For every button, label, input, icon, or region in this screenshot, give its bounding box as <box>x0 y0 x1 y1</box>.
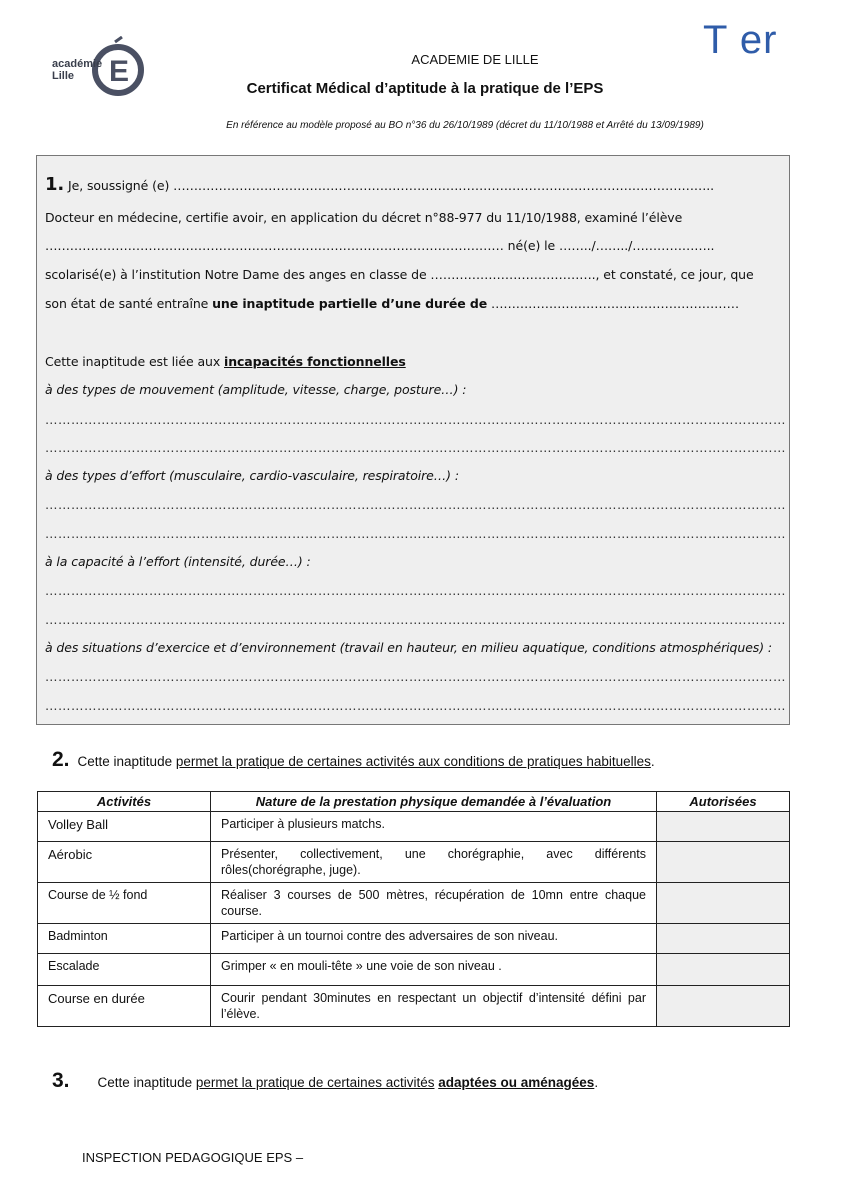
nature-cell: Participer à plusieurs matchs. <box>211 812 657 842</box>
academie-lille-logo <box>52 36 144 102</box>
header-autorisees: Autorisées <box>657 792 790 812</box>
effort-label: à des types d’effort (musculaire, cardio-vasculaire, respiratoire…) : <box>45 468 459 483</box>
nature-cell: Courir pendant 30minutes en respectant un objectif d’intensité défini par l’élève. <box>211 986 657 1027</box>
duree-dots: …………………………………………………… <box>487 296 739 311</box>
eleve-line[interactable]: ………………………………………………………………………………………………… né(e) le ……../……../……………….. <box>45 238 715 253</box>
page-title: Certificat Médical d’aptitude à la pratique de l’EPS <box>246 80 604 97</box>
table-row <box>38 842 790 883</box>
authorized-cell[interactable] <box>657 924 790 954</box>
activities-table <box>37 791 790 1027</box>
nature-cell: Présenter, collectivement, une chorégraphie, avec différents rôles(chorégraphe, juge). <box>211 842 657 883</box>
incapacites-bold: incapacités fonctionnelles <box>224 354 406 369</box>
header-activites: Activités <box>38 792 211 812</box>
situations-dotline-1[interactable]: ……………………………………………………………………………………………………………………………………………………… <box>45 669 786 684</box>
capacite-dotline-1[interactable]: ……………………………………………………………………………………………………………………………………………………… <box>45 583 786 598</box>
table-header-row <box>38 792 790 812</box>
authorized-cell[interactable] <box>657 812 790 842</box>
table-row <box>38 883 790 924</box>
table-row <box>38 924 790 954</box>
section2-underlined: permet la pratique de certaines activités aux conditions de pratiques habituelles <box>175 754 651 769</box>
authorized-cell[interactable] <box>657 954 790 986</box>
section3-number: 3. <box>52 1069 70 1092</box>
table-row <box>38 812 790 842</box>
footer-text: INSPECTION PEDAGOGIQUE EPS – <box>82 1150 304 1165</box>
activity-cell: Volley Ball <box>38 812 211 842</box>
activity-cell: Aérobic <box>38 842 211 883</box>
effort-dotline-2[interactable]: ……………………………………………………………………………………………………………………………………………………… <box>45 526 786 541</box>
section2-heading <box>52 748 655 772</box>
section3-prefix: Cette inaptitude <box>97 1075 196 1090</box>
classe-line[interactable]: scolarisé(e) à l’institution Notre Dame des anges en classe de …………………………………., et constaté, ce jour, que <box>45 267 754 282</box>
activity-cell: Escalade <box>38 954 211 986</box>
section3-post: . <box>594 1075 599 1090</box>
situations-label: à des situations d’exercice et d’environnement (travail en hauteur, en milieu aquatique, conditions atmosphériques) : <box>45 640 772 655</box>
duree-line[interactable] <box>45 296 739 311</box>
situations-dotline-2[interactable]: ……………………………………………………………………………………………………………………………………………………… <box>45 698 786 713</box>
section3-bold: adaptées ou aménagées <box>438 1075 595 1090</box>
table-row <box>38 954 790 986</box>
class-tag: T er <box>703 18 778 62</box>
logo-text: académie Lille <box>52 58 103 82</box>
reference-note: En référence au modèle proposé au BO n°36 du 26/10/1989 (décret du 11/10/1988 et Arrêté du 13/09/1989) <box>226 120 704 131</box>
section3-heading <box>52 1069 598 1093</box>
header-nature: Nature de la prestation physique demandée à l’évaluation <box>211 792 657 812</box>
soussigne-text: Je, soussigné (e) ………………………………………………………………………………………………………………….. <box>68 178 715 193</box>
authorized-cell[interactable] <box>657 986 790 1027</box>
svg-text:E: E <box>109 55 130 88</box>
section1-number: 1. <box>45 174 65 195</box>
effort-dotline-1[interactable]: ……………………………………………………………………………………………………………………………………………………… <box>45 497 786 512</box>
section2-prefix: Cette inaptitude <box>77 754 176 769</box>
table-row <box>38 986 790 1027</box>
capacite-dotline-2[interactable]: ……………………………………………………………………………………………………………………………………………………… <box>45 612 786 627</box>
section2-post: . <box>650 754 655 769</box>
section2-number: 2. <box>52 748 70 771</box>
section3-underlined: permet la pratique de certaines activités <box>195 1075 435 1090</box>
activity-cell: Badminton <box>38 924 211 954</box>
nature-cell: Participer à un tournoi contre des adversaires de son niveau. <box>211 924 657 954</box>
incapacites-prefix: Cette inaptitude est liée aux <box>45 354 225 369</box>
duree-prefix: son état de santé entraîne <box>45 296 213 311</box>
mouvement-dotline-1[interactable]: ……………………………………………………………………………………………………………………………………………………… <box>45 412 786 427</box>
nature-cell: Réaliser 3 courses de 500 mètres, récupération de 10mn entre chaque course. <box>211 883 657 924</box>
activity-cell: Course en durée <box>38 986 211 1027</box>
authorized-cell[interactable] <box>657 883 790 924</box>
docteur-line: Docteur en médecine, certifie avoir, en application du décret n°88-977 du 11/10/1988, examiné l’élève <box>45 210 683 225</box>
duree-bold: une inaptitude partielle d’une durée de <box>212 296 488 311</box>
incapacites-line <box>45 354 406 369</box>
capacite-label: à la capacité à l’effort (intensité, durée…) : <box>45 554 311 569</box>
activity-cell: Course de ½ fond <box>38 883 211 924</box>
nature-cell: Grimper « en mouli-tête » une voie de son niveau . <box>211 954 657 986</box>
mouvement-dotline-2[interactable]: ……………………………………………………………………………………………………………………………………………………… <box>45 440 786 455</box>
authorized-cell[interactable] <box>657 842 790 883</box>
academy-name: ACADEMIE DE LILLE <box>411 52 539 67</box>
mouvement-label: à des types de mouvement (amplitude, vitesse, charge, posture…) : <box>45 382 467 397</box>
section1-line-soussigne[interactable] <box>45 174 714 195</box>
